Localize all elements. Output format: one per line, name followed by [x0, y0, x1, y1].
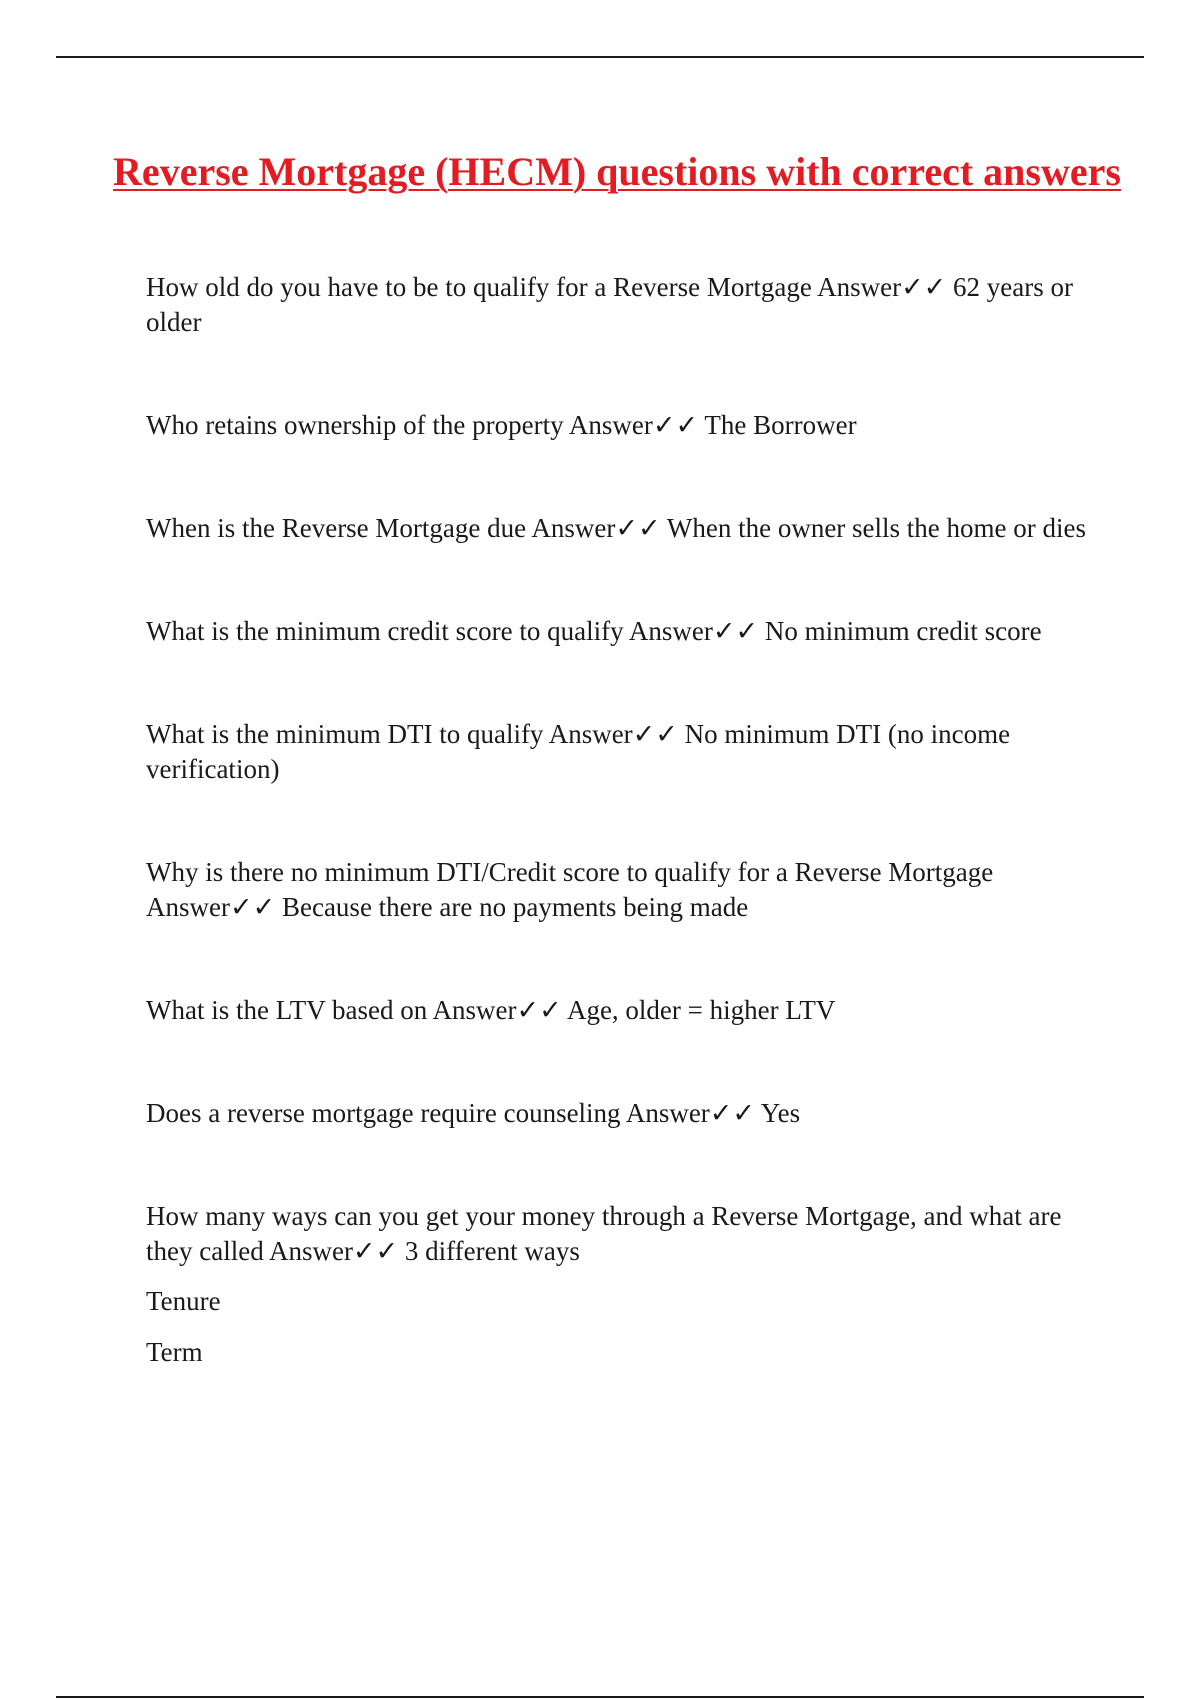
qa-text: How old do you have to be to qualify for a Reverse Mortgage Answer✓✓ 62 years or older [146, 272, 1074, 337]
qa-text: How many ways can you get your money through a Reverse Mortgage, and what are they called Answer✓✓ 3 different ways [146, 1201, 1062, 1266]
qa-text: What is the LTV based on Answer✓✓ Age, older = higher LTV [146, 995, 836, 1025]
answer-option: Term [146, 1337, 203, 1367]
top-rule [56, 56, 1144, 58]
document-title: Reverse Mortgage (HECM) questions with correct answers [113, 149, 1121, 194]
qa-text: Does a reverse mortgage require counseling Answer✓✓ Yes [146, 1098, 801, 1128]
answer-option: Tenure [146, 1286, 221, 1316]
qa-item [146, 855, 1096, 925]
qa-text: When is the Reverse Mortgage due Answer✓✓ When the owner sells the home or dies [146, 513, 1087, 543]
qa-text: Who retains ownership of the property Answer✓✓ The Borrower [146, 410, 857, 440]
qa-item [146, 511, 1096, 546]
qa-item [146, 614, 1096, 649]
bottom-rule [56, 1696, 1144, 1698]
qa-item [146, 993, 1096, 1028]
qa-item [146, 1199, 1096, 1269]
qa-item [146, 270, 1096, 340]
qa-text: Why is there no minimum DTI/Credit score to qualify for a Reverse Mortgage Answer✓✓ Because there are no payments being made [146, 857, 994, 922]
qa-text: What is the minimum credit score to qualify Answer✓✓ No minimum credit score [146, 616, 1042, 646]
qa-item [146, 717, 1096, 787]
qa-text: What is the minimum DTI to qualify Answer✓✓ No minimum DTI (no income verification) [146, 719, 1011, 784]
qa-item [146, 408, 1096, 443]
qa-list [146, 270, 1096, 1386]
qa-item [146, 1096, 1096, 1131]
